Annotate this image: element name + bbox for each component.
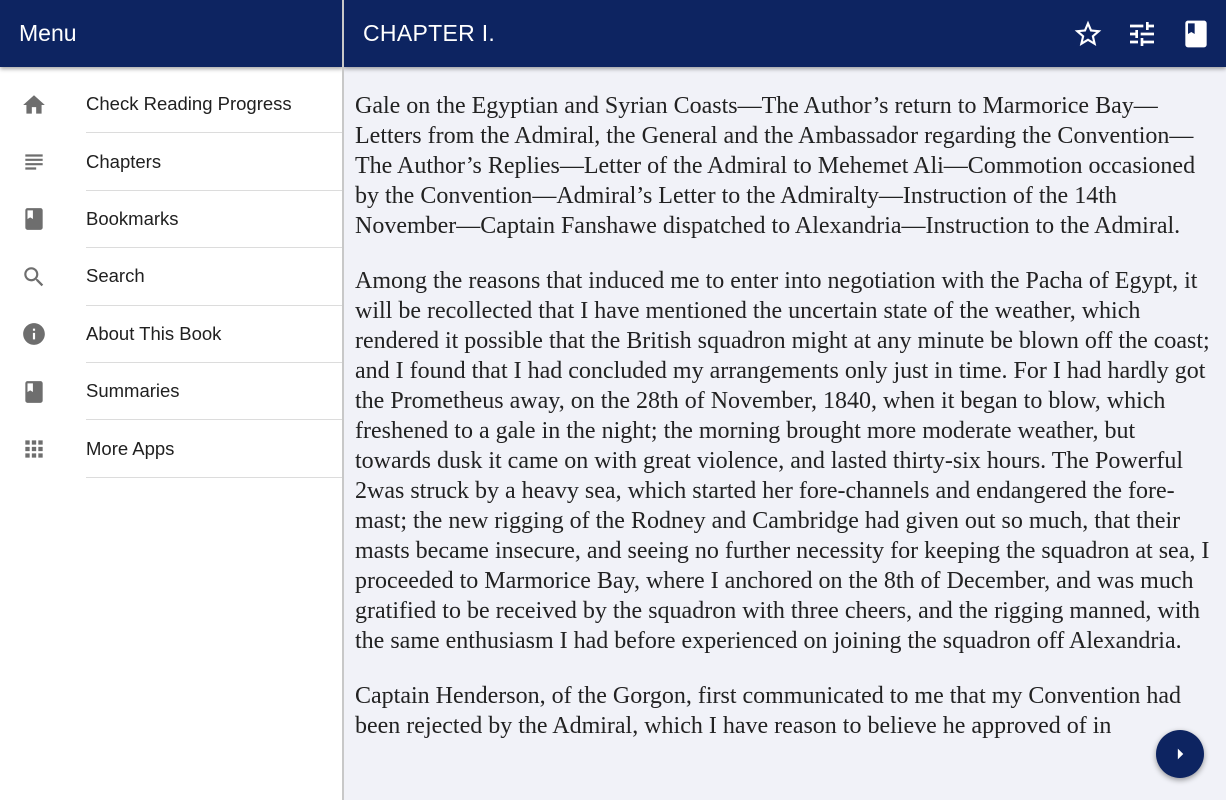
menu-item-label: Search — [86, 248, 343, 305]
search-icon — [0, 264, 86, 290]
menu-item-more-apps[interactable] — [0, 420, 343, 477]
bookmark-book-icon[interactable] — [1180, 18, 1212, 50]
app-bar-actions — [1072, 18, 1212, 50]
book-icon — [0, 379, 86, 405]
body-paragraph: Captain Henderson, of the Gorgon, first communicated to me that my Convention had been rejected by the Admiral, which I have reason to believe he approved of in — [355, 683, 1182, 739]
next-page-icon — [1167, 741, 1193, 767]
home-icon — [0, 92, 86, 118]
menu-item-label: Chapters — [86, 133, 343, 190]
apps-grid-icon — [0, 436, 86, 462]
body-paragraph: Among the reasons that induced me to enter into negotiation with the Pacha of Egypt, it will be recollected that I have mentioned the uncertain state of the weather, which rendered it possible that the British squadron might at any minute be blown off the coast; and I found that I had concluded my arrangements only just in time. For I had hardly got the Prometheus away, on the 28th of November, 1840, when it began to blow, which freshened to a gale in the night; the morning brought more moderate weather, but towards dusk it came on with great violence, and lasted thirty-six hours. The Powerful 2was struck by a heavy sea, which started her fore-channels and endangered the fore-mast; the new rigging of the Rodney and Cambridge had given out so much, that their masts became insecure, and seeing no further necessity for keeping the squadron at sea, I proceeded to Marmorice Bay, where I anchored on the 8th of December, and was much gratified to be received by the squadron with three cheers, and the rigging manned, with the same enthusiasm I had before experienced on joining the squadron off Alexandria. — [355, 268, 1210, 654]
menu-item-about-this-book[interactable] — [0, 306, 343, 363]
menu-item-search[interactable] — [0, 248, 343, 305]
menu-item-label: Check Reading Progress — [86, 76, 343, 133]
menu-item-chapters[interactable] — [0, 133, 343, 190]
chapter-content — [344, 67, 1226, 741]
reader-app-bar — [344, 0, 1226, 67]
chapters-list-icon — [0, 149, 86, 175]
menu-item-summaries[interactable] — [0, 363, 343, 420]
menu-item-label: About This Book — [86, 306, 343, 363]
next-page-button[interactable] — [1156, 730, 1204, 778]
chapter-summary-paragraph: Gale on the Egyptian and Syrian Coasts—The Author’s return to Marmorice Bay—Letters from the Admiral, the General and the Ambassador regarding the Convention—The Author’s Replies—Letter of the Admiral to Mehemet Ali—Commotion occasioned by the Convention—Admiral’s Letter to the Admiralty—Instruction of the 14th November—Captain Fanshawe dispatched to Alexandria—Instruction to the Admiral. — [355, 93, 1196, 239]
drawer-title: Menu — [19, 20, 77, 46]
menu-item-label: More Apps — [86, 420, 343, 477]
star-icon[interactable] — [1072, 18, 1104, 50]
pane-divider — [342, 0, 344, 800]
info-icon — [0, 321, 86, 347]
drawer-menu — [0, 67, 343, 478]
menu-item-bookmarks[interactable] — [0, 191, 343, 248]
navigation-drawer — [0, 0, 343, 800]
menu-item-check-reading-progress[interactable] — [0, 76, 343, 133]
reader-pane — [344, 0, 1226, 800]
settings-sliders-icon[interactable] — [1126, 18, 1158, 50]
menu-item-label: Bookmarks — [86, 191, 343, 248]
book-icon — [0, 206, 86, 232]
chapter-title: CHAPTER I. — [363, 20, 496, 46]
drawer-header — [0, 0, 343, 67]
menu-item-label: Summaries — [86, 363, 343, 420]
